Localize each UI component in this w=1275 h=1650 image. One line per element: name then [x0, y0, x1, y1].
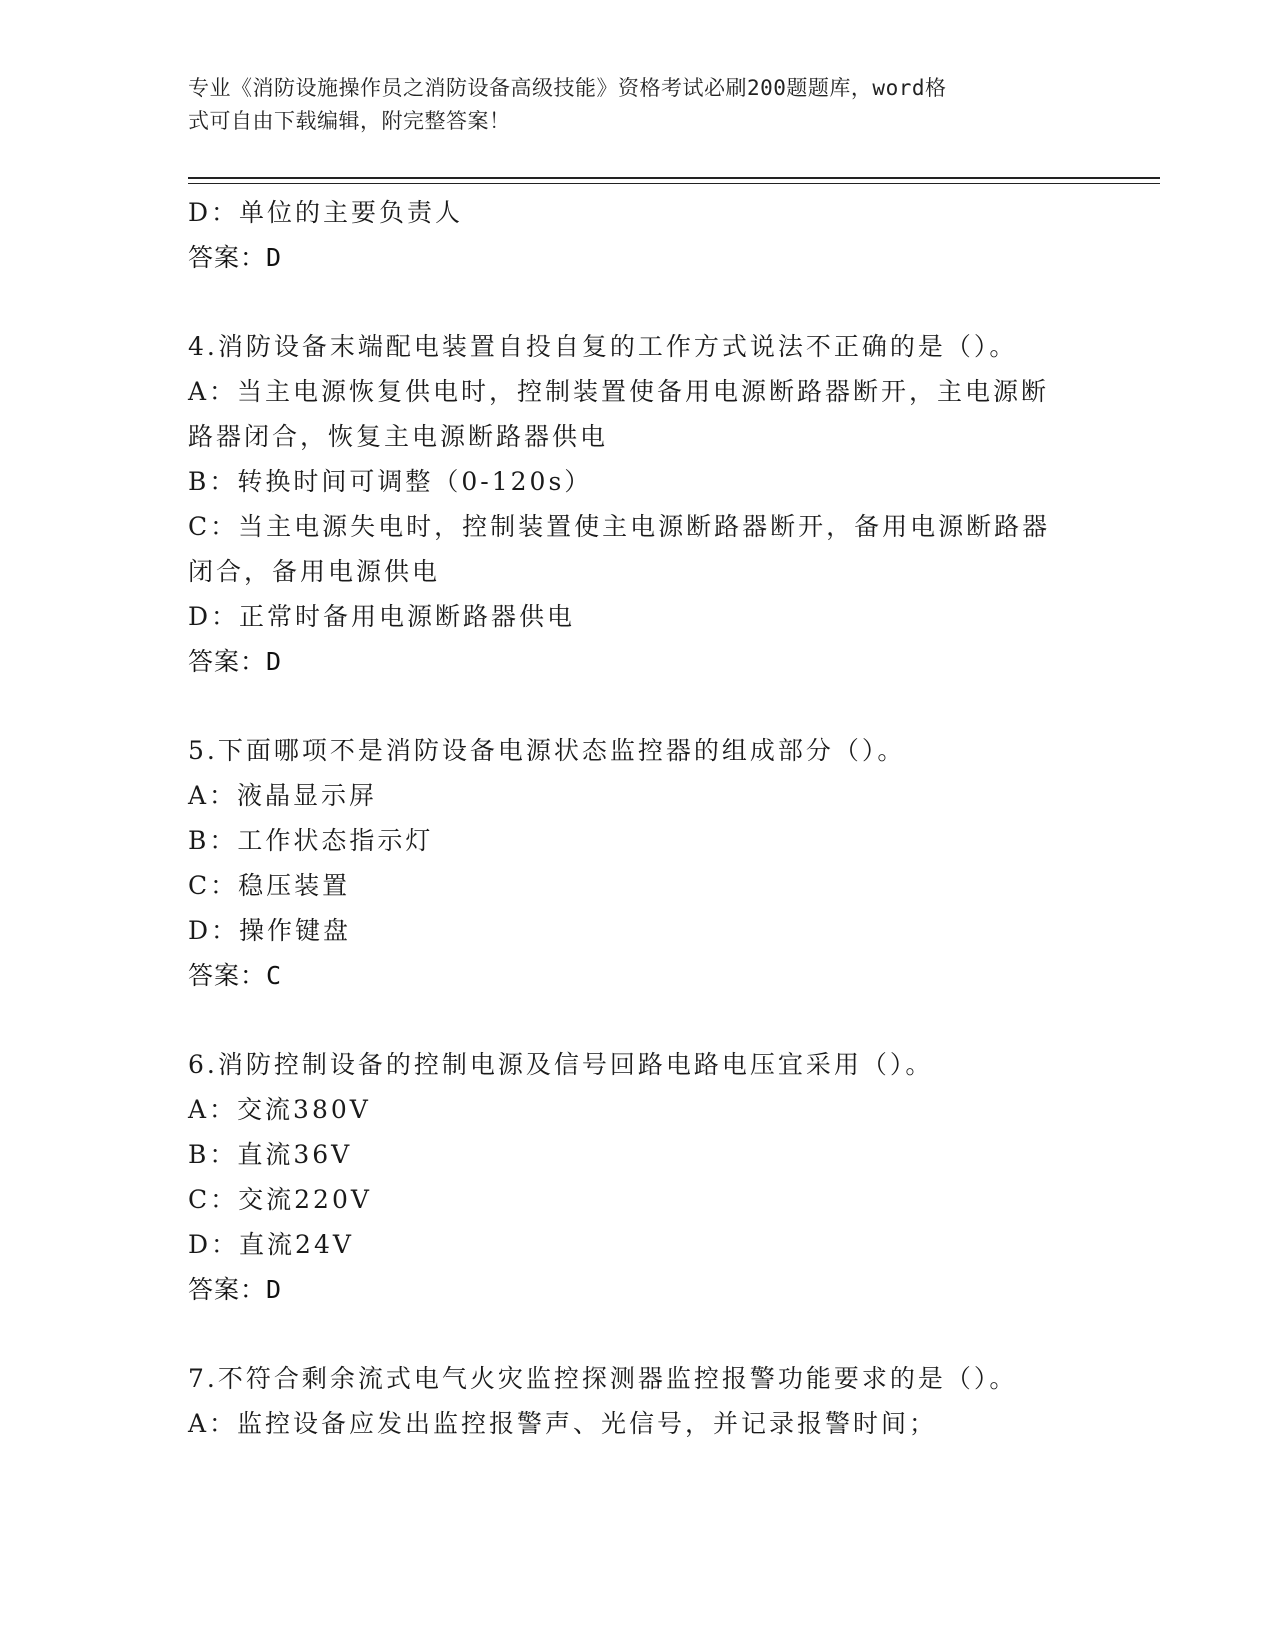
question-6-option-b: B：直流36V [188, 1140, 353, 1169]
question-4-stem: 4.消防设备末端配电装置自投自复的工作方式说法不正确的是（）。 [188, 332, 1018, 361]
question-6-option-a: A：交流380V [188, 1095, 371, 1124]
prev-answer: 答案：D [188, 243, 283, 272]
header-line-2: 式可自由下载编辑，附完整答案！ [188, 109, 511, 133]
question-4-option-d: D：正常时备用电源断路器供电 [188, 602, 576, 631]
question-list [188, 190, 1088, 1446]
question-7 [188, 1356, 1088, 1446]
question-5 [188, 728, 1088, 998]
question-5-stem: 5.下面哪项不是消防设备电源状态监控器的组成部分（）。 [188, 736, 906, 765]
question-5-option-d: D：操作键盘 [188, 916, 352, 945]
question-7-stem: 7.不符合剩余流式电气火灾监控探测器监控报警功能要求的是（）。 [188, 1364, 1018, 1393]
question-5-option-c: C：稳压装置 [188, 871, 351, 900]
question-5-option-a: A：液晶显示屏 [188, 781, 378, 810]
question-4-answer: 答案：D [188, 647, 283, 676]
question-6-answer: 答案：D [188, 1275, 283, 1304]
question-4-option-a-line-2: 路器闭合，恢复主电源断路器供电 [188, 422, 609, 451]
header-rule-thin [188, 183, 1160, 184]
spacer [188, 998, 1088, 1042]
question-4-option-a-line-1: A：当主电源恢复供电时，控制装置使备用电源断路器断开，主电源断 [188, 377, 1050, 406]
question-4-option-c-line-1: C：当主电源失电时，控制装置使主电源断路器断开，备用电源断路器 [188, 512, 1051, 541]
question-4 [188, 324, 1088, 684]
question-6-option-c: C：交流220V [188, 1185, 372, 1214]
header-rule-thick [188, 177, 1160, 179]
question-5-answer: 答案：C [188, 961, 283, 990]
question-5-option-b: B：工作状态指示灯 [188, 826, 434, 855]
header-line-1: 专业《消防设施操作员之消防设备高级技能》资格考试必刷200题题库，word格 [188, 76, 947, 100]
spacer [188, 684, 1088, 728]
document-header [188, 72, 1088, 138]
question-6 [188, 1042, 1088, 1312]
spacer [188, 1312, 1088, 1356]
question-6-option-d: D：直流24V [188, 1230, 354, 1259]
question-6-stem: 6.消防控制设备的控制电源及信号回路电路电压宜采用（）。 [188, 1050, 934, 1079]
spacer [188, 280, 1088, 324]
question-4-option-c-line-2: 闭合，备用电源供电 [188, 557, 441, 586]
prev-option-d: D：单位的主要负责人 [188, 198, 464, 227]
question-7-option-a: A：监控设备应发出监控报警声、光信号，并记录报警时间； [188, 1409, 938, 1438]
question-4-option-b: B：转换时间可调整（0-120s） [188, 467, 593, 496]
